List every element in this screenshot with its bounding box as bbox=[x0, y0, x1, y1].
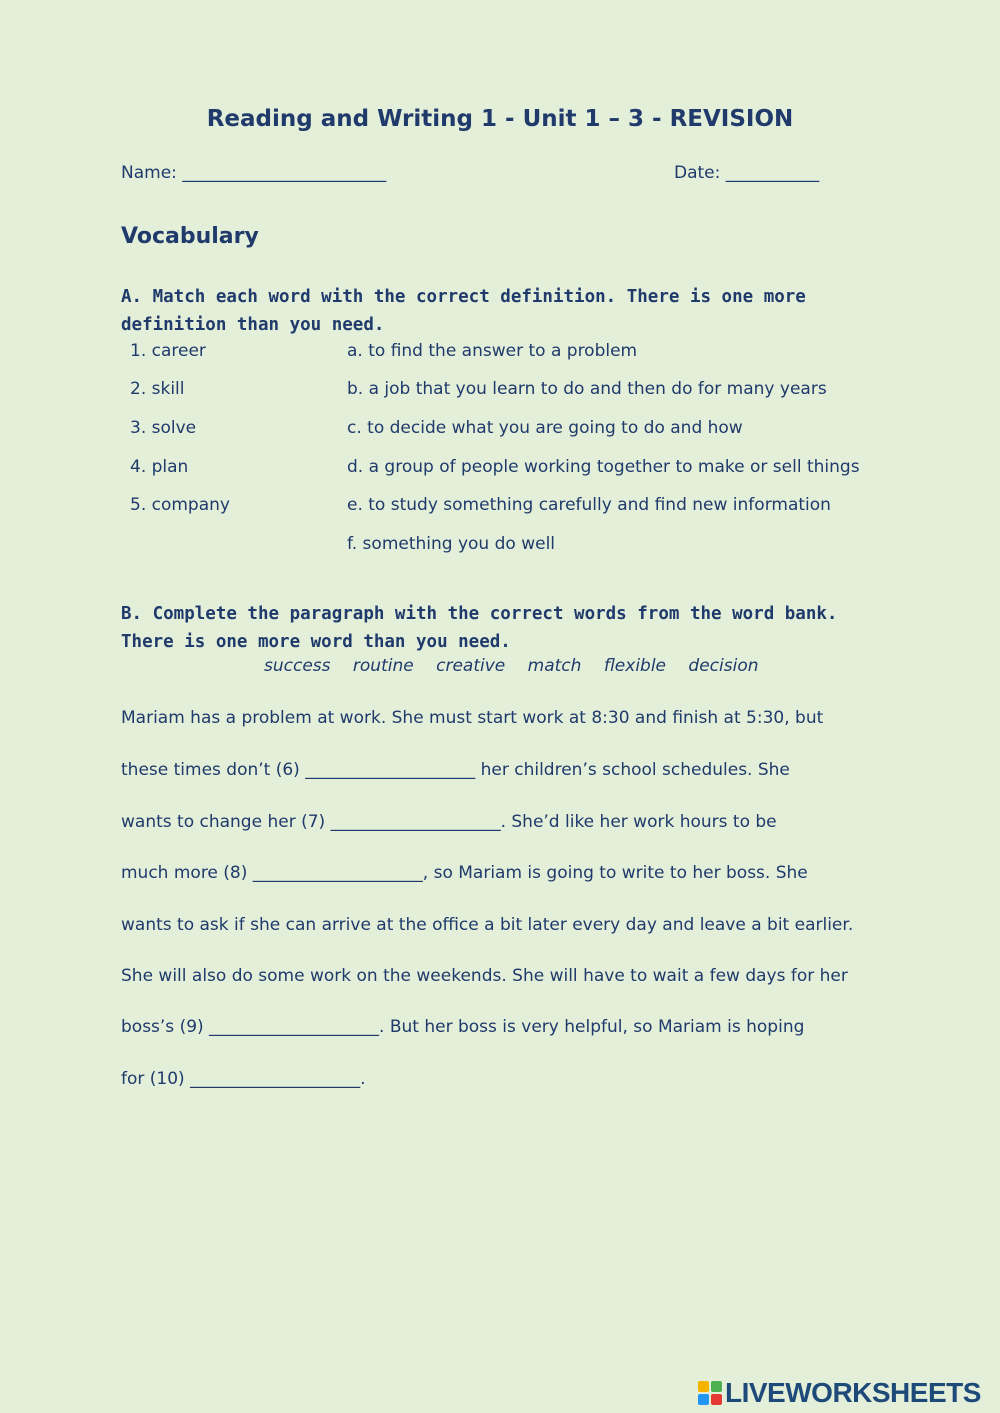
paragraph-line-blank-9[interactable]: boss’s (9) ____________________. But her boss is very helpful, so Mariam is hoping bbox=[121, 1017, 805, 1037]
liveworksheets-logo-icon bbox=[698, 1381, 722, 1405]
word-bank bbox=[264, 656, 776, 676]
paragraph-line-blank-10[interactable]: for (10) ____________________. bbox=[121, 1069, 366, 1089]
liveworksheets-logo bbox=[698, 1378, 981, 1408]
match-definition-b: b. a job that you learn to do and then do for many years bbox=[347, 379, 827, 399]
match-word-4: 4. plan bbox=[130, 457, 189, 477]
word-bank-item: creative bbox=[436, 656, 506, 676]
liveworksheets-logo-text: LIVEWORKSHEETS bbox=[725, 1377, 981, 1408]
part-b-instruction-line2: There is one more word than you need. bbox=[121, 632, 511, 652]
paragraph-line: She will also do some work on the weekends. She will have to wait a few days for her bbox=[121, 966, 848, 986]
word-bank-item: match bbox=[527, 656, 582, 676]
part-a-instruction-line2: definition than you need. bbox=[121, 315, 385, 335]
word-bank-item: routine bbox=[352, 656, 414, 676]
part-a-instruction-line1: A. Match each word with the correct definition. There is one more bbox=[121, 287, 806, 307]
word-bank-item: decision bbox=[688, 656, 759, 676]
match-definition-f: f. something you do well bbox=[347, 534, 556, 554]
match-definition-e: e. to study something carefully and find new information bbox=[347, 495, 831, 515]
word-bank-item: flexible bbox=[603, 656, 667, 676]
match-word-1: 1. career bbox=[130, 341, 206, 361]
match-word-3: 3. solve bbox=[130, 418, 197, 438]
match-word-5: 5. company bbox=[130, 495, 230, 515]
part-b-instruction-line1: B. Complete the paragraph with the correct words from the word bank. bbox=[121, 604, 838, 624]
name-field[interactable]: Name: ________________________ bbox=[121, 163, 387, 183]
section-heading: Vocabulary bbox=[121, 224, 259, 249]
match-word-2: 2. skill bbox=[130, 379, 185, 399]
word-bank-item: success bbox=[264, 656, 331, 676]
paragraph-line-blank-8[interactable]: much more (8) ____________________, so Mariam is going to write to her boss. She bbox=[121, 863, 808, 883]
worksheet-title: Reading and Writing 1 - Unit 1 – 3 - REVISION bbox=[206, 106, 794, 132]
paragraph-line-blank-7[interactable]: wants to change her (7) ____________________. She’d like her work hours to be bbox=[121, 812, 777, 832]
paragraph-line: wants to ask if she can arrive at the office a bit later every day and leave a bit earlier. bbox=[121, 915, 854, 935]
match-definition-c: c. to decide what you are going to do and how bbox=[347, 418, 743, 438]
paragraph-line-blank-6[interactable]: these times don’t (6) ____________________ her children’s school schedules. She bbox=[121, 760, 790, 780]
paragraph-line: Mariam has a problem at work. She must start work at 8:30 and finish at 5:30, but bbox=[121, 708, 824, 728]
match-definition-a: a. to find the answer to a problem bbox=[347, 341, 638, 361]
match-definition-d: d. a group of people working together to make or sell things bbox=[347, 457, 860, 477]
date-field[interactable]: Date: ___________ bbox=[674, 163, 820, 183]
